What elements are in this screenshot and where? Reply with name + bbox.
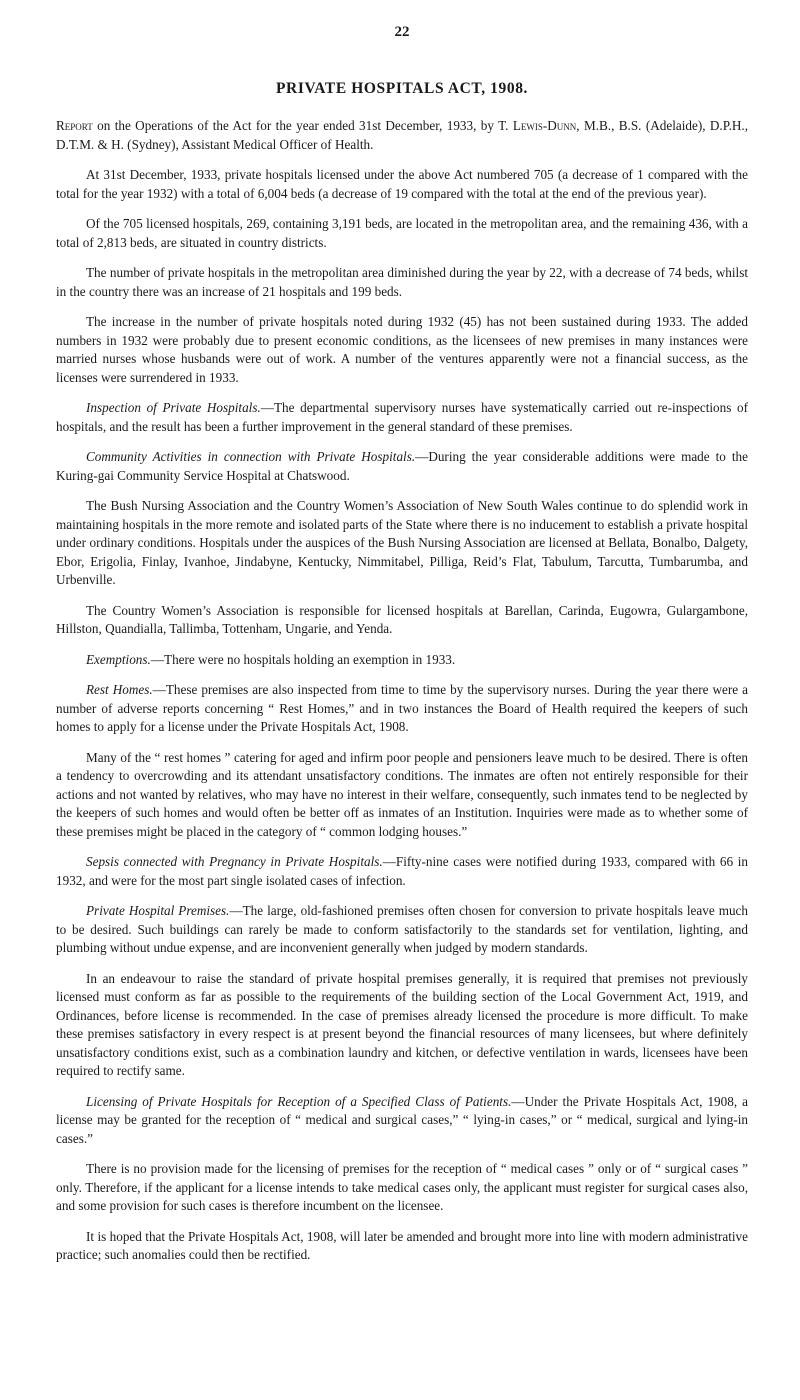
paragraph-text: —These premises are also inspected from time to time by the supervisory nurses. During the year there were a number of adverse reports concerning “ Rest Homes,” and in two instances the Board of Health required the keepers of such homes to apply for a license under the Private Hospitals Act, 1908. bbox=[56, 682, 748, 734]
paragraph-text: It is hoped that the Private Hospitals Act, 1908, will later be amended and brought more into line with modern administrative practice; such anomalies could then be rectified. bbox=[56, 1228, 748, 1262]
paragraph-heading: Sepsis connected with Pregnancy in Private Hospitals. bbox=[86, 854, 383, 869]
paragraph-heading: Private Hospital Premises. bbox=[86, 903, 230, 918]
paragraph-text: —Under the Private Hospitals Act, 1908, a license may be granted for the reception of “ medical and surgical cases,” “ lying-in cases,” or “ medical, surgical and lying-in cases.” bbox=[56, 1093, 748, 1146]
paragraph bbox=[56, 853, 748, 890]
paragraph bbox=[56, 1160, 748, 1216]
paragraph bbox=[56, 313, 748, 387]
paragraph-text: The Country Women’s Association is responsible for licensed hospitals at Barellan, Carinda, Eugowra, Gulargambone, Hillston, Quandialla, Tallimba, Tottenham, Ungarie, and Yenda. bbox=[56, 602, 748, 636]
paragraph-text: Of the 705 licensed hospitals, 269, containing 3,191 beds, are located in the metropolitan area, and the remaining 436, with a total of 2,813 beds, are situated in country districts. bbox=[56, 216, 748, 250]
paragraph bbox=[56, 681, 748, 737]
paragraph-heading: Rest Homes. bbox=[86, 682, 153, 697]
paragraph bbox=[56, 749, 748, 842]
paragraph-heading: Exemptions. bbox=[86, 651, 151, 667]
paragraph bbox=[56, 970, 748, 1081]
paragraph-text: The increase in the number of private hospitals noted during 1932 (45) has not been sustained during 1933. The added numbers in 1932 were probably due to present economic conditions, as the licensees of new premises in many instances were married nurses whose husbands were out of work. A number of the ventures apparently were not a financial success, as the licenses were surrendered in 1933. bbox=[56, 314, 748, 385]
paragraph-heading: Community Activities in connection with Private Hospitals. bbox=[86, 449, 416, 464]
paragraph bbox=[56, 166, 748, 203]
paragraph-text: —The departmental supervisory nurses have systematically carried out re-inspections of hospitals, and the result has been a further improvement in the general standard of these premises. bbox=[56, 400, 748, 434]
paragraph-heading: Inspection of Private Hospitals. bbox=[86, 400, 261, 415]
paragraph-text: In an endeavour to raise the standard of private hospital premises generally, it is required that premises not previously licensed must conform as far as possible to the requirements of the building section of the Local Government Act, 1919, and Ordinances, before license is recommended. In the case of premises already licensed the procedure is more difficult. To make these premises satisfactory in every respect is at present beyond the financial resources of many licensees, but where definitely unsatisfactory conditions exist, such as a combination laundry and kitchen, or defective ventilation in wards, licensees have been required to rectify same. bbox=[56, 970, 748, 1078]
report-author: Lewis-Dunn bbox=[512, 118, 577, 133]
paragraph-text: At 31st December, 1933, private hospitals licensed under the above Act numbered 705 (a decrease of 1 compared with the total for the year 1932) with a total of 6,004 beds (a decrease of 19 compared with the total at the end of the previous year). bbox=[56, 167, 748, 201]
paragraph-text: There is no provision made for the licensing of premises for the reception of “ medical cases ” only or of “ surgical cases ” only. Therefore, if the applicant for a license intends to take medical cases only, the applicant must register for surgical cases also, and some provision for such cases is therefore incumbent on the licensee. bbox=[56, 1161, 748, 1213]
paragraph-text: The Bush Nursing Association and the Country Women’s Association of New South Wales continue to do splendid work in maintaining hospitals in the more remote and isolated parts of the State where there is no inducement to establish a private hospital under ordinary conditions. Hospitals under the auspices of the Bush Nursing Association are licensed at Bellata, Bonalbo, Dalgety, Ebor, Erigolia, Finlay, Ivanhoe, Jindabyne, Kentucky, Nimmitabel, Pilliga, Reid’s Flat, Tabulum, Tarcutta, Tumbarumba, and Urbenville. bbox=[56, 498, 748, 587]
paragraph bbox=[56, 1093, 748, 1149]
page-number: 22 bbox=[394, 24, 410, 40]
paragraph-text: —There were no hospitals holding an exemption in 1933. bbox=[150, 651, 456, 667]
page-title: PRIVATE HOSPITALS ACT, 1908. bbox=[275, 80, 529, 97]
paragraph bbox=[56, 902, 748, 958]
paragraph bbox=[56, 448, 748, 485]
paragraph bbox=[56, 1228, 748, 1265]
paragraph-text: —Fifty-nine cases were notified during 1933, compared with 66 in 1932, and were for the most part single isolated cases of infection. bbox=[56, 854, 748, 888]
paragraph-text: —During the year considerable additions were made to the Kuring-gai Community Service Hospital at Chatswood. bbox=[56, 449, 748, 483]
paragraph bbox=[56, 497, 748, 590]
report-intro bbox=[56, 117, 748, 154]
body-paragraphs bbox=[56, 166, 748, 1265]
paragraph-text: Many of the “ rest homes ” catering for aged and infirm poor people and pensioners leave much to be desired. There is often a tendency to overcrowding and its attendant unsatisfactory conditions. The inmates are often not entirely responsible for their actions and not wanted by relatives, who may have no interest in their welfare, consequently, such inmates tend to be neglected by the keepers of such homes and would often be better off as inmates of an Institution. Inquiries were made as to whether some of these premises might be placed in the category of “ common lodging houses.” bbox=[56, 749, 748, 839]
paragraph bbox=[56, 264, 748, 301]
paragraph bbox=[56, 602, 748, 639]
paragraph bbox=[56, 651, 748, 670]
paragraph bbox=[56, 215, 748, 252]
paragraph-heading: Licensing of Private Hospitals for Reception of a Specified Class of Patients. bbox=[86, 1093, 512, 1109]
report-lead-word: Report bbox=[56, 118, 93, 133]
paragraph-text: —The large, old-fashioned premises often chosen for conversion to private hospitals leave much to be desired. Such buildings can rarely be made to conform satisfactorily to the standards set for ventilation, lighting, and plumbing without undue expense, and are inconvenient generally when judged by modern standards. bbox=[56, 903, 748, 955]
paragraph bbox=[56, 399, 748, 436]
paragraph-text: The number of private hospitals in the metropolitan area diminished during the year by 22, with a decrease of 74 beds, whilst in the country there was an increase of 21 hospitals and 199 beds. bbox=[56, 265, 748, 299]
report-intro-text: on the Operations of the Act for the year ended 31st December, 1933, by T. bbox=[92, 118, 513, 133]
report-intro-rest: , M.B., B.S. (Adelaide), D.P.H., D.T.M. & H. (Sydney), Assistant Medical Officer of Health. bbox=[56, 118, 748, 152]
